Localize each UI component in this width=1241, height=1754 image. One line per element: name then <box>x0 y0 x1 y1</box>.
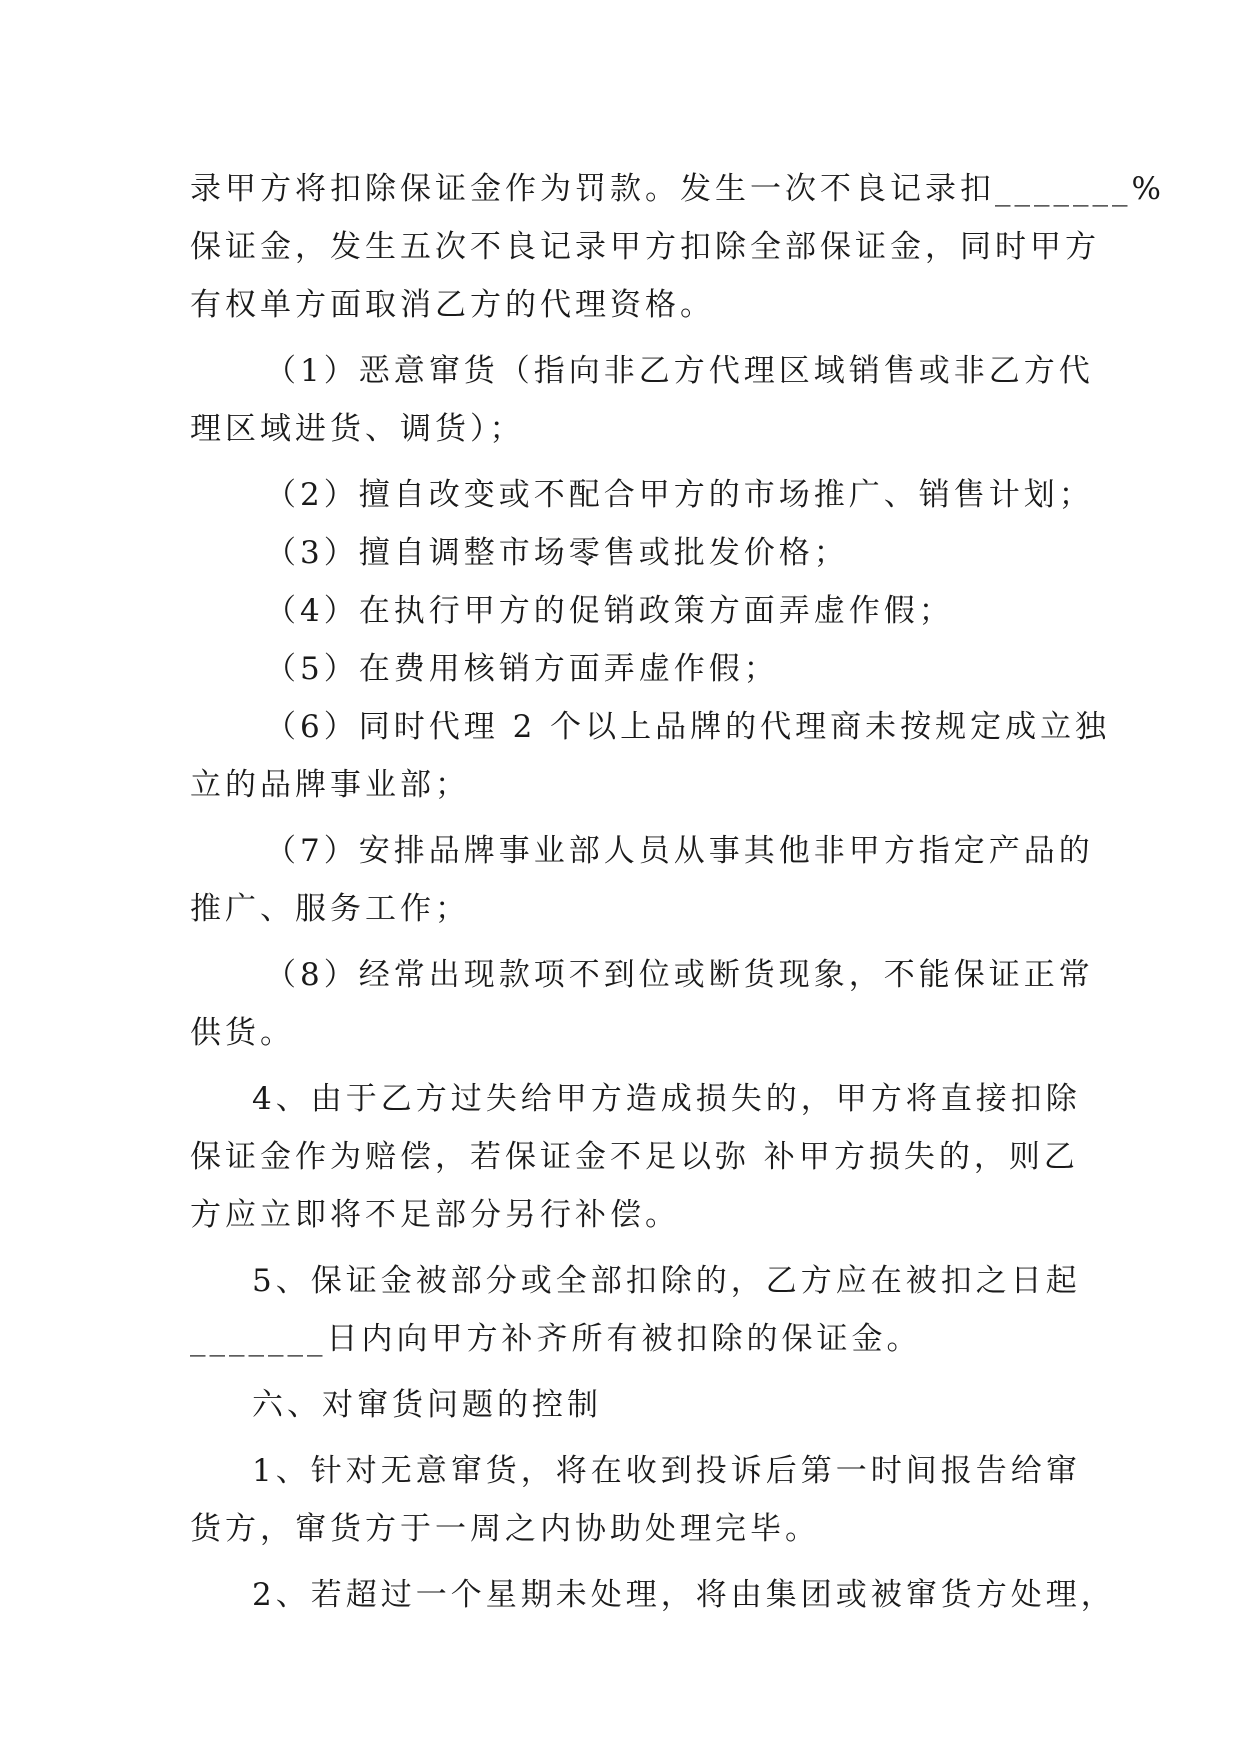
text-line: 保证金作为赔偿，若保证金不足以弥 补甲方损失的，则乙 <box>190 1139 1079 1175</box>
clause-5: 5、保证金被部分或全部扣除的，乙方应在被扣之日起 <box>252 1263 1081 1299</box>
list-item-8: （8）经常出现款项不到位或断货现象，不能保证正常 <box>265 957 1094 993</box>
list-item-4: （4）在执行甲方的促销政策方面弄虚作假； <box>265 593 954 629</box>
list-item-3: （3）擅自调整市场零售或批发价格； <box>265 535 849 571</box>
clause-2: 2、若超过一个星期未处理，将由集团或被窜货方处理， <box>252 1577 1116 1613</box>
list-item-5: （5）在费用核销方面弄虚作假； <box>265 651 779 687</box>
document-body <box>190 160 1165 1624</box>
clause-1: 1、针对无意窜货，将在收到投诉后第一时间报告给窜 <box>252 1453 1081 1489</box>
list-item-2: （2）擅自改变或不配合甲方的市场推广、销售计划； <box>265 477 1094 513</box>
text-line: 推广、服务工作； <box>190 891 470 927</box>
text-line: _______日内向甲方补齐所有被扣除的保证金。 <box>190 1321 922 1357</box>
text-line: 保证金，发生五次不良记录甲方扣除全部保证金，同时甲方 <box>190 229 1100 265</box>
text-line: 录甲方将扣除保证金作为罚款。发生一次不良记录扣_______% <box>190 171 1165 207</box>
list-item-7: （7）安排品牌事业部人员从事其他非甲方指定产品的 <box>265 833 1094 869</box>
text-line: 理区域进货、调货）； <box>190 411 525 447</box>
text-line: 货方，窜货方于一周之内协助处理完毕。 <box>190 1511 820 1547</box>
text-line: 供货。 <box>190 1015 295 1051</box>
clause-4: 4、由于乙方过失给甲方造成损失的，甲方将直接扣除 <box>252 1081 1081 1117</box>
list-item-1: （1）恶意窜货（指向非乙方代理区域销售或非乙方代 <box>265 353 1094 389</box>
section-heading: 六、对窜货问题的控制 <box>252 1387 602 1423</box>
text-line: 方应立即将不足部分另行补偿。 <box>190 1197 680 1233</box>
text-line: 有权单方面取消乙方的代理资格。 <box>190 287 715 323</box>
list-item-6: （6）同时代理 2 个以上品牌的代理商未按规定成立独 <box>265 709 1111 745</box>
text-line: 立的品牌事业部； <box>190 767 470 803</box>
